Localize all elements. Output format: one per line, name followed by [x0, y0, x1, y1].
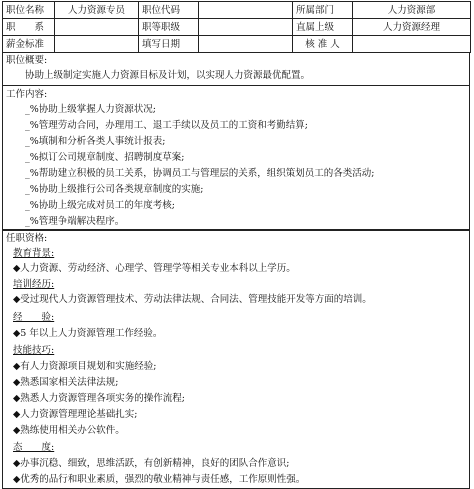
- header-row-3: [3, 36, 471, 53]
- work-content-section: [2, 85, 470, 231]
- work-item: _%协助上级掌握人力资源状况;: [25, 104, 156, 115]
- training-heading: 培训经历:: [13, 279, 55, 290]
- requirements-title: 任职资格:: [6, 233, 48, 244]
- cell-label-grade: 职等职级: [139, 19, 199, 36]
- overview-text: 协助上级制定实施人力资源目标及计划，以实现人力资源最优配置。: [25, 70, 311, 81]
- work-item: _%填制和分析各类人事统计报表;: [25, 136, 166, 147]
- skills-heading: 技能技巧:: [13, 345, 55, 356]
- cell-label-salary: 薪金标准: [3, 36, 55, 53]
- education-heading: 教育背景:: [13, 248, 55, 259]
- work-item: _%拟订公司规章制度、招聘制度草案;: [25, 152, 185, 163]
- attitude-heading: 态 度:: [13, 442, 55, 453]
- header-row-1: [3, 2, 471, 19]
- requirement-item: ◆人力资源管理理论基础扎实;: [13, 409, 138, 420]
- work-item: _%协助上级推行公司各类规章制度的实施;: [25, 184, 204, 195]
- experience-heading: 经 验:: [13, 312, 55, 323]
- cell-supervisor: 人力资源经理: [353, 19, 471, 36]
- work-item: _%管理劳动合同，办理用工、退工手续以及员工的工资和考勤结算;: [25, 120, 308, 131]
- cell-position-code: [199, 2, 293, 19]
- requirement-item: ◆5 年以上人力资源管理工作经验。: [13, 328, 163, 339]
- cell-label-supervisor: 直属上级: [293, 19, 353, 36]
- cell-label-job-family: 职 系: [3, 19, 55, 36]
- cell-fill-date: [199, 36, 293, 53]
- requirement-item: ◆熟练使用相关办公软件。: [13, 425, 125, 436]
- work-content-title: 工作内容:: [6, 89, 48, 100]
- overview-section: [2, 52, 470, 86]
- cell-label-position-name: 职位名称: [3, 2, 55, 19]
- cell-label-position-code: 职位代码: [139, 2, 199, 19]
- cell-department: 人力资源部: [353, 2, 471, 19]
- header-row-2: [3, 19, 471, 36]
- cell-label-department: 所属部门: [293, 2, 353, 19]
- cell-approver: [353, 36, 471, 53]
- requirement-item: ◆熟悉人力资源管理各项实务的操作流程;: [13, 393, 186, 404]
- requirements-section: [2, 229, 470, 489]
- cell-position-name: 人力资源专员: [55, 2, 139, 19]
- cell-job-family: [55, 19, 139, 36]
- cell-grade: [199, 19, 293, 36]
- work-item: _%帮助建立积极的员工关系，协调员工与管理层的关系，组织策划员工的各类活动;: [25, 168, 375, 179]
- requirement-item: ◆受过现代人力资源管理技术、劳动法律法规、合同法、管理技能开发等方面的培训。: [13, 294, 372, 305]
- overview-title: 职位概要:: [6, 55, 48, 66]
- requirement-item: ◆有人力资源项目规划和实施经验;: [13, 361, 157, 372]
- requirement-item: ◆办事沉稳、细致，思维活跃，有创新精神，良好的团队合作意识;: [13, 458, 290, 469]
- header-table: [2, 1, 471, 53]
- requirement-item: ◆优秀的品行和职业素质，强烈的敬业精神与责任感，工作原则性强。: [13, 474, 306, 485]
- cell-salary: [55, 36, 139, 53]
- requirement-item: ◆人力资源、劳动经济、心理学、管理学等相关专业本科以上学历。: [13, 263, 296, 274]
- work-item: _%协助上级完成对员工的年度考核;: [25, 200, 175, 211]
- cell-label-approver: 核 准 人: [293, 36, 353, 53]
- cell-label-fill-date: 填写日期: [139, 36, 199, 53]
- requirement-item: ◆熟悉国家相关法律法规;: [13, 377, 119, 388]
- work-item: _%管理争端解决程序。: [25, 216, 125, 227]
